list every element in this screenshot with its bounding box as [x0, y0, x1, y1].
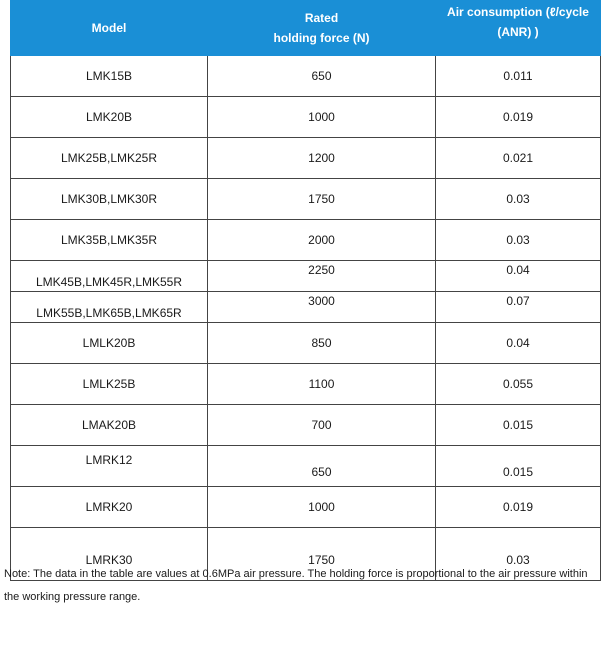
spec-table-container [10, 0, 600, 581]
table-row [11, 220, 601, 261]
cell-air: 0.021 [436, 138, 601, 179]
cell-force [208, 261, 436, 292]
cell-air: 0.019 [436, 487, 601, 528]
header-force-line2: holding force (N) [273, 31, 370, 45]
cell-air [436, 446, 601, 487]
cell-force: 650 [208, 56, 436, 97]
header-model-label: Model [91, 21, 127, 35]
table-row [11, 487, 601, 528]
cell-force: 2000 [208, 220, 436, 261]
cell-model: LMK15B [11, 56, 208, 97]
cell-force-text: 3000 [308, 294, 335, 308]
cell-air: 0.015 [436, 405, 601, 446]
header-holding-force [208, 1, 436, 56]
cell-force-text: 650 [311, 465, 332, 479]
cell-model-text: LMK55B,LMK65B,LMK65R [36, 306, 182, 320]
cell-air: 0.04 [436, 323, 601, 364]
table-row [11, 261, 601, 292]
table-row [11, 364, 601, 405]
table-footnote: Note: The data in the table are values at 0.6MPa air pressure. The holding force is proportional to the air pressure within the working pressure range. [4, 568, 588, 603]
header-force-line1: Rated [304, 11, 339, 25]
cell-model [11, 261, 208, 292]
table-row [11, 323, 601, 364]
cell-model-text: LMRK30 [85, 553, 133, 567]
table-row [11, 97, 601, 138]
table-row [11, 446, 601, 487]
table-row [11, 138, 601, 179]
cell-air: 0.03 [436, 179, 601, 220]
cell-force-text: 2250 [308, 263, 335, 277]
cell-air: 0.055 [436, 364, 601, 405]
cell-air: 0.011 [436, 56, 601, 97]
cell-air [436, 261, 601, 292]
cell-model: LMK30B,LMK30R [11, 179, 208, 220]
cell-force [208, 292, 436, 323]
header-air-line1: Air consumption (ℓ/cycle [447, 5, 589, 19]
cell-model: LMK20B [11, 97, 208, 138]
cell-air: 0.019 [436, 97, 601, 138]
cell-air [436, 292, 601, 323]
cell-model: LMAK20B [11, 405, 208, 446]
header-air-consumption [436, 1, 601, 56]
cell-air-text: 0.07 [506, 294, 530, 308]
table-row [11, 292, 601, 323]
cell-air: 0.03 [436, 220, 601, 261]
header-air-line2: (ANR) ) [497, 25, 539, 39]
holding-force-table [10, 0, 601, 581]
cell-force: 1750 [208, 179, 436, 220]
cell-model-text: LMK45B,LMK45R,LMK55R [35, 275, 183, 289]
cell-model-text: LMRK12 [85, 453, 133, 467]
cell-model: LMLK20B [11, 323, 208, 364]
header-model [11, 1, 208, 56]
table-row [11, 56, 601, 97]
cell-force: 850 [208, 323, 436, 364]
cell-model [11, 292, 208, 323]
cell-model: LMK25B,LMK25R [11, 138, 208, 179]
cell-model: LMK35B,LMK35R [11, 220, 208, 261]
cell-force: 1100 [208, 364, 436, 405]
table-row [11, 405, 601, 446]
cell-force-text: 1750 [308, 553, 335, 567]
cell-air-text: 0.03 [506, 553, 530, 567]
cell-air-text: 0.04 [506, 263, 530, 277]
cell-model [11, 446, 208, 487]
cell-force: 700 [208, 405, 436, 446]
cell-model: LMLK25B [11, 364, 208, 405]
table-header-row [11, 1, 601, 56]
cell-air-text: 0.015 [502, 465, 534, 479]
cell-model: LMRK20 [11, 487, 208, 528]
cell-force: 1000 [208, 487, 436, 528]
cell-force [208, 446, 436, 487]
cell-force: 1200 [208, 138, 436, 179]
table-row [11, 179, 601, 220]
cell-force: 1000 [208, 97, 436, 138]
